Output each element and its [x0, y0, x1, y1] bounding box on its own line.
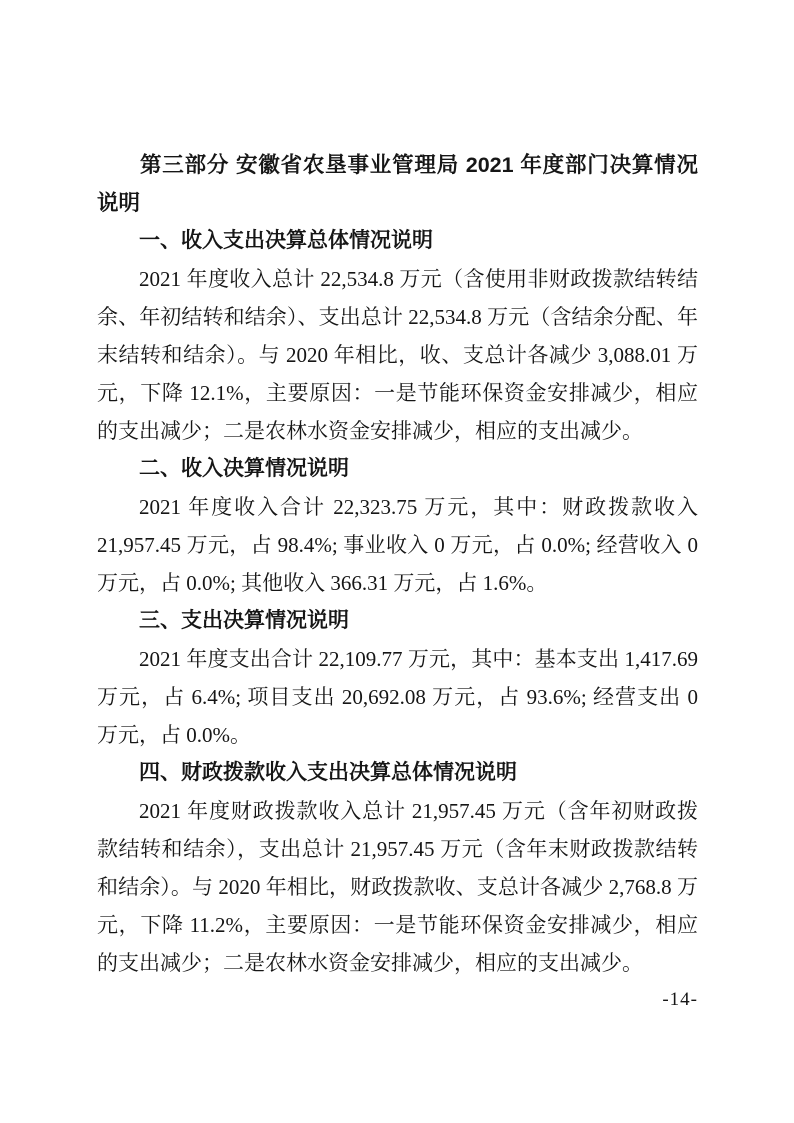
section-3-heading: 三、支出决算情况说明 [139, 609, 349, 632]
section-2-heading: 二、收入决算情况说明 [139, 457, 349, 480]
section-income-details [97, 450, 698, 602]
section-2-paragraph: 2021 年度收入合计 22,323.75 万元，其中：财政拨款收入 21,957.45 万元，占 98.4%; 事业收入 0 万元，占 0.0%; 经营收入 0 万元，占 0.0%; 其他收入 366.31 万元，占 1.6%。 [97, 495, 698, 595]
page-number: -14- [662, 989, 698, 1010]
section-4-paragraph: 2021 年度财政拨款收入总计 21,957.45 万元（含年初财政拨款结转和结余），支出总计 21,957.45 万元（含年末财政拨款结转和结余）。与 2020 年相比，财政拨款收、支总计各减少 2,768.8 万元，下降 11.2%，主要原因：一是节能环保资金安排减少，相应的支出减少；二是农林水资金安排减少，相应的支出减少。 [97, 799, 698, 975]
section-4-heading: 四、财政拨款收入支出决算总体情况说明 [139, 761, 517, 784]
document-body [97, 146, 698, 982]
section-fiscal-appropriation-overview [97, 754, 698, 982]
section-1-heading: 一、收入支出决算总体情况说明 [139, 229, 433, 252]
section-expenditure-details [97, 602, 698, 754]
section-income-expenditure-overview [97, 222, 698, 450]
section-1-paragraph: 2021 年度收入总计 22,534.8 万元（含使用非财政拨款结转结余、年初结转和结余）、支出总计 22,534.8 万元（含结余分配、年末结转和结余）。与 2020 年相比，收、支总计各减少 3,088.01 万元，下降 12.1%，主要原因：一是节能环保资金安排减少，相应的支出减少；二是农林水资金安排减少，相应的支出减少。 [97, 267, 698, 443]
document-title: 第三部分 安徽省农垦事业管理局 2021 年度部门决算情况说明 [97, 153, 698, 215]
section-3-paragraph: 2021 年度支出合计 22,109.77 万元，其中：基本支出 1,417.69 万元，占 6.4%; 项目支出 20,692.08 万元，占 93.6%; 经营支出 0 万元，占 0.0%。 [97, 647, 698, 747]
